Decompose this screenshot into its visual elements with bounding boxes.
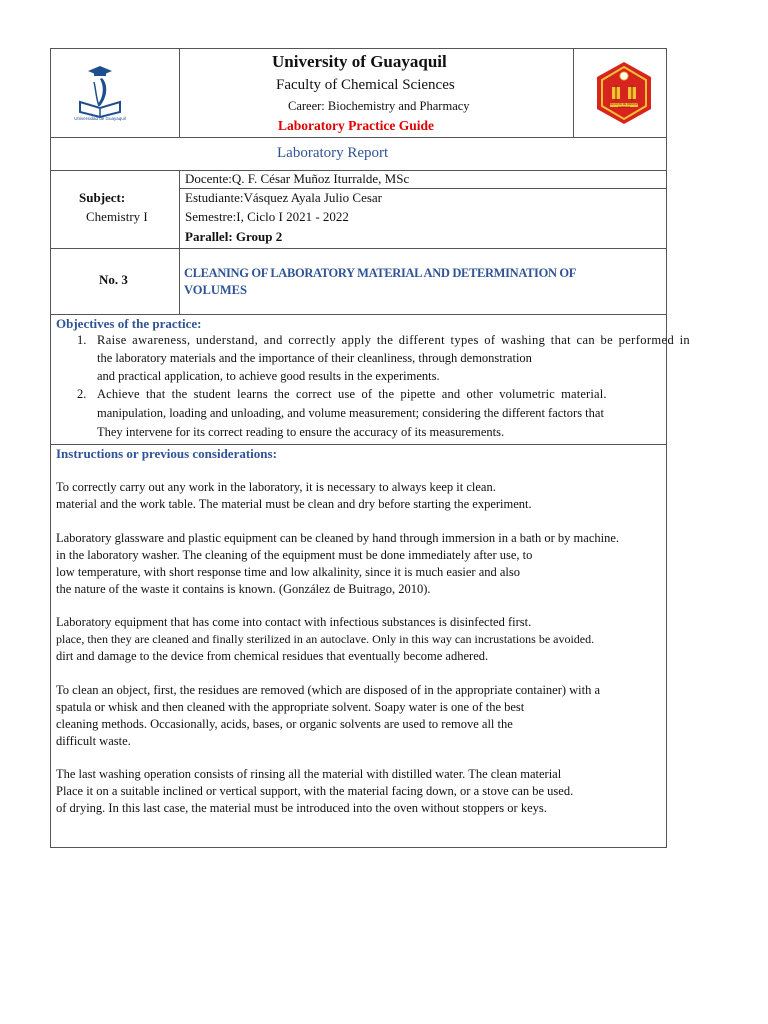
practice-number: No. 3 [99,272,128,287]
divider [50,444,667,445]
paragraph-line: difficult waste. [56,734,131,748]
divider [50,248,667,249]
divider [50,137,667,138]
objective-line: They intervene for its correct reading to ensure the accuracy of its measurements. [97,425,505,439]
objective-line: Raise awareness, understand, and correctly apply the different types of washing that can be performed in [97,333,691,347]
divider [179,170,180,314]
paragraph-line: Place it on a suitable inclined or vertical support, with the material facing down, or a stove can be used. [56,784,574,798]
report-title: Laboratory Report [277,145,389,161]
objective-number: 2. [77,387,87,401]
paragraph-line: To correctly carry out any work in the laboratory, it is necessary to always keep it clean. [56,480,496,494]
subject-value: Chemistry I [86,209,148,224]
career-name: Career: Biochemistry and Pharmacy [288,99,470,113]
divider [179,188,667,189]
paragraph-line: cleaning methods. Occasionally, acids, bases, or organic solvents are used to remove all the [56,717,513,731]
paragraph-line: the nature of the waste it contains is known. (González de Buitrago, 2010). [56,582,431,596]
faculty-badge-logo [594,61,654,125]
divider [573,48,574,137]
paragraph-line: low temperature, with short response time and low alkalinity, since it is much easier and also [56,565,521,579]
paragraph-line: of drying. In this last case, the material must be introduced into the oven without stoppers or keys. [56,801,547,815]
objective-line: and practical application, to achieve good results in the experiments. [97,369,440,383]
faculty-name: Faculty of Chemical Sciences [276,77,455,93]
paragraph-line: Laboratory glassware and plastic equipment can be cleaned by hand through immersion in a bath or by machine. [56,531,620,545]
guide-title: Laboratory Practice Guide [278,118,434,133]
university-logo [72,64,128,124]
objectives-heading: Objectives of the practice: [56,316,202,331]
paragraph-line: material and the work table. The material must be clean and dry before starting the experiment. [56,497,532,511]
university-logo-caption: Universidad de Guayaquil [74,116,126,121]
objective-line: the laboratory materials and the importance of their cleanliness, through demonstration [97,351,532,365]
instructions-heading: Instructions or previous considerations: [56,446,277,461]
paragraph-line: The last washing operation consists of rinsing all the material with distilled water. The clean material [56,767,562,781]
subject-label: Subject: [79,190,126,205]
paragraph-line: dirt and damage to the device from chemical residues that eventually become adhered. [56,649,489,663]
estudiante-line: Estudiante:Vásquez Ayala Julio Cesar [185,190,383,205]
paragraph-line: To clean an object, first, the residues are removed (which are disposed of in the appropriate container) with a [56,683,601,697]
paragraph-line: Laboratory equipment that has come into contact with infectious substances is disinfected first. [56,615,532,629]
university-name: University of Guayaquil [272,52,447,71]
parallel-line: Parallel: Group 2 [185,229,283,244]
objective-line: Achieve that the student learns the correct use of the pipette and other volumetric material. [97,387,607,401]
objective-number: 1. [77,333,87,347]
paragraph-line: spatula or whisk and then cleaned with the appropriate solvent. Soapy water is one of the best [56,700,525,714]
divider [179,48,180,137]
faculty-badge-caption: FACULTAD DE CIENCIAS QUIMICAS [609,103,639,109]
practice-title-line: CLEANING OF LABORATORY MATERIAL AND DETERMINATION OF [184,266,577,280]
practice-title-line: VOLUMES [184,283,247,297]
paragraph-line: in the laboratory washer. The cleaning of the equipment must be done immediately after use, to [56,548,533,562]
docente-line: Docente:Q. F. César Muñoz Iturralde, MSc [185,171,410,186]
divider [50,314,667,315]
objective-line: manipulation, loading and unloading, and volume measurement; considering the different factors that [97,406,604,420]
paragraph-line: place, then they are cleaned and finally sterilized in an autoclave. Only in this way can incrustations be avoided. [56,632,595,646]
semestre-line: Semestre:I, Ciclo I 2021 - 2022 [185,209,349,224]
